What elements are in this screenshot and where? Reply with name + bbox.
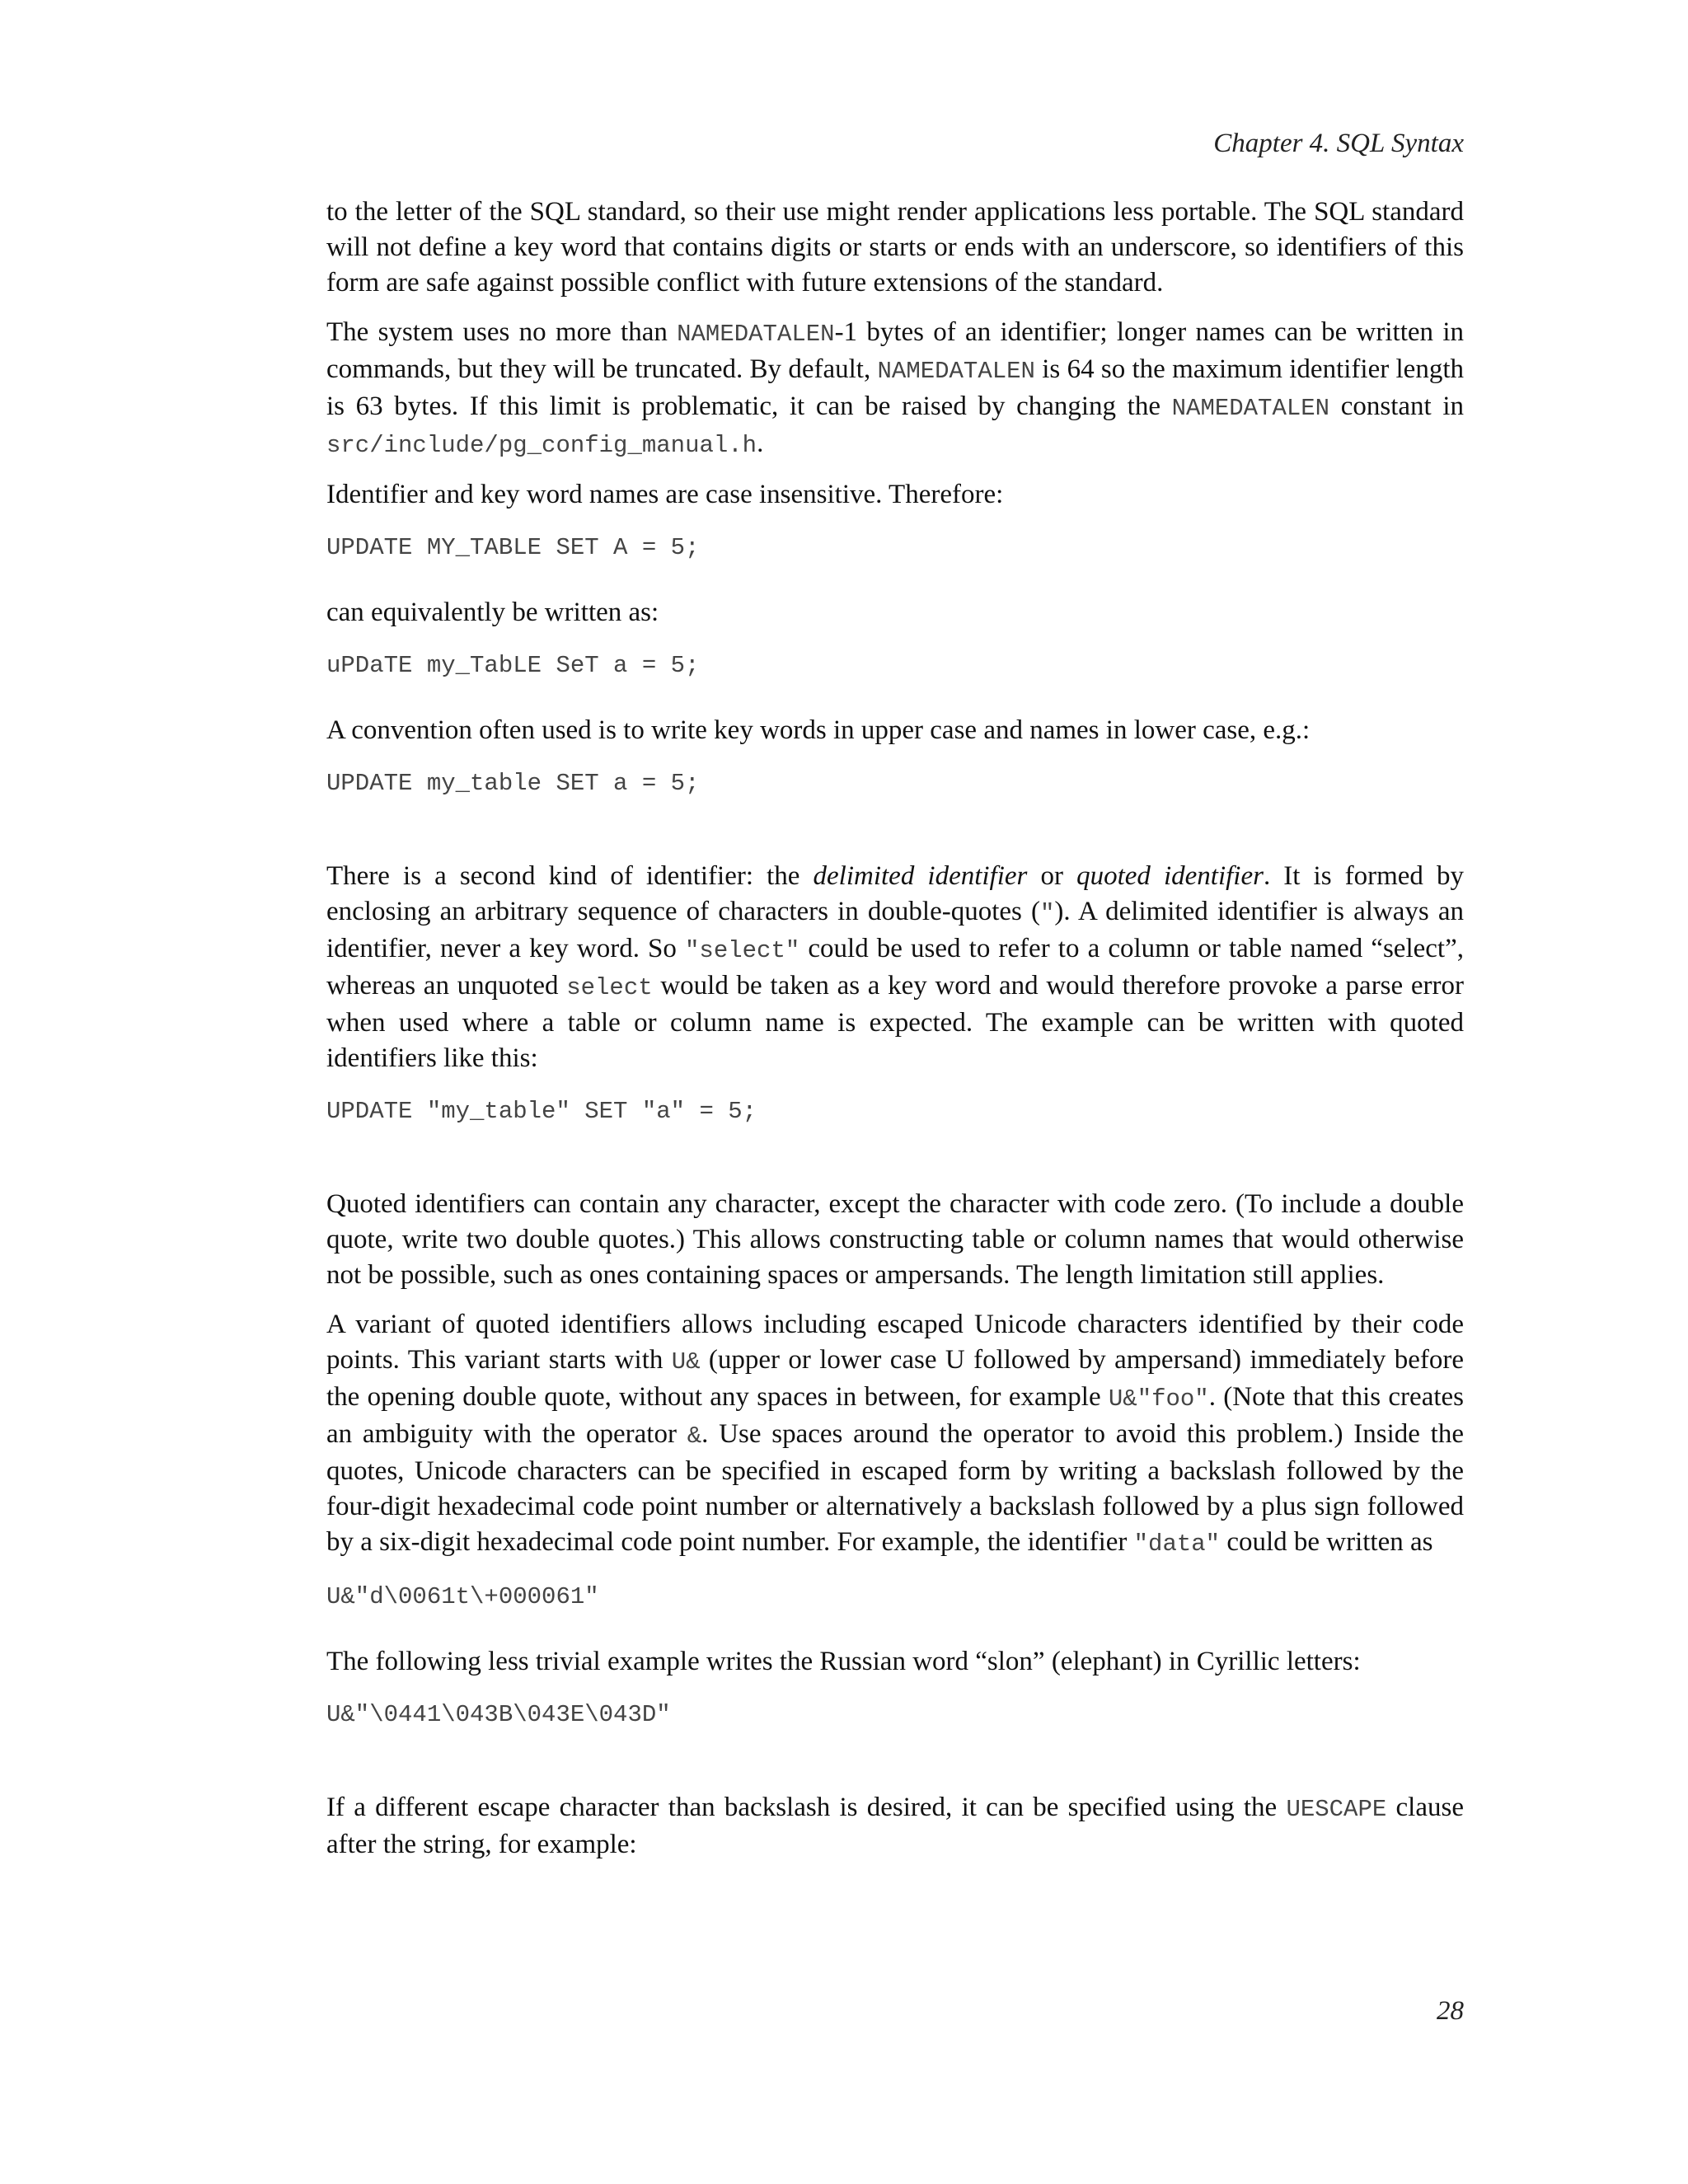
paragraph-standard-note: to the letter of the SQL standard, so their use might render applications less portable. The SQL standard will not define a key word that contains digits or starts or ends with an underscore, so identifiers of this form are safe against possible conflict with future extensions of the standard. <box>326 197 1464 298</box>
paragraph-namedatalen <box>326 315 1464 463</box>
running-header: Chapter 4. SQL Syntax <box>1213 129 1464 158</box>
inline-code-quoted-select: "select" <box>685 937 800 964</box>
paragraph-quoted-contents: Quoted identifiers can contain any character, except the character with code zero. (To include a double quote, write two double quotes.) This allows constructing table or column names that would otherwise not be possible, such as ones containing spaces or ampersands. The length limitation still applies. <box>326 1189 1464 1290</box>
inline-code-file-path: src/include/pg_config_manual.h <box>326 432 757 459</box>
text-run: . (Note that this creates an ambiguity with the operator <box>326 1382 1464 1449</box>
text-run: There is a second kind of identifier: the <box>326 861 814 891</box>
text-run: clause after the string, for example: <box>326 1793 1464 1859</box>
text-run: could be written as <box>1220 1527 1433 1557</box>
text-run: The system uses no more than <box>326 317 678 347</box>
text-run: If a different escape character than backslash is desired, it can be specified using the <box>326 1793 1287 1822</box>
paragraph-case-insensitive: Identifier and key word names are case insensitive. Therefore: <box>326 480 1004 509</box>
inline-code-select: select <box>566 974 653 1001</box>
text-run: or <box>1027 861 1077 891</box>
text-run: would be taken as a key word and would therefore provoke a parse error when used where a table or column name is expected. The example can be written with quoted identifiers like this: <box>326 971 1464 1073</box>
term-delimited-identifier: delimited identifier <box>813 861 1028 891</box>
code-block-update-upper: UPDATE MY_TABLE SET A = 5; <box>326 534 700 561</box>
inline-code-namedatalen: NAMEDATALEN <box>677 321 835 348</box>
code-block-unicode-data: U&"d\0061t\+000061" <box>326 1583 599 1610</box>
term-quoted-identifier: quoted identifier <box>1076 861 1264 891</box>
text-run: ). A delimited identifier is always an identifier, never a key word. So <box>326 897 1464 963</box>
text-run: is 64 so the maximum identifier length is 63 bytes. If this limit is problematic, it can be raised by changing the <box>326 354 1464 421</box>
text-run: -1 bytes of an identifier; longer names can be written in commands, but they will be truncated. By default, <box>326 317 1464 384</box>
page-number: 28 <box>1437 1996 1464 2026</box>
paragraph-delimited-identifier <box>326 859 1464 1076</box>
text-run: constant in <box>1329 391 1464 421</box>
paragraph-unicode-escapes <box>326 1307 1464 1562</box>
inline-code-uescape: UESCAPE <box>1286 1796 1387 1823</box>
code-block-update-quoted: UPDATE "my_table" SET "a" = 5; <box>326 1098 757 1125</box>
code-block-update-convention: UPDATE my_table SET a = 5; <box>326 770 700 797</box>
page-body <box>326 194 1464 1877</box>
code-block-update-mixed: uPDaTE my_TabLE SeT a = 5; <box>326 652 700 679</box>
inline-code-ampersand: & <box>687 1422 702 1450</box>
inline-code-double-quote: " <box>1040 900 1055 927</box>
inline-code-data: "data" <box>1133 1530 1221 1558</box>
inline-code-u-ampersand: U& <box>671 1348 701 1376</box>
text-run: (upper or lower case U followed by ampersand) immediately before the opening double quote, without any spaces in between, for example <box>326 1345 1464 1412</box>
text-run: A variant of quoted identifiers allows including escaped Unicode characters identified by their code points. This variant starts with <box>326 1310 1464 1375</box>
code-block-unicode-slon: U&"\0441\043B\043E\043D" <box>326 1701 671 1728</box>
paragraph-convention: A convention often used is to write key words in upper case and names in lower case, e.g.: <box>326 715 1311 745</box>
text-run: . <box>757 429 764 458</box>
inline-code-namedatalen: NAMEDATALEN <box>877 358 1035 385</box>
paragraph-uescape <box>326 1790 1464 1863</box>
inline-code-u-foo: U&"foo" <box>1108 1385 1209 1413</box>
paragraph-russian-example: The following less trivial example writes the Russian word “slon” (elephant) in Cyrillic letters: <box>326 1647 1361 1676</box>
inline-code-namedatalen: NAMEDATALEN <box>1171 395 1330 422</box>
text-run: could be used to refer to a column or table named “select”, whereas an unquoted <box>326 934 1464 1001</box>
paragraph-equivalent: can equivalently be written as: <box>326 598 659 627</box>
text-run: . Use spaces around the operator to avoid this problem.) Inside the quotes, Unicode characters can be specified in escaped form by writing a backslash followed by the four-digit hexadecimal code point number or alternatively a backslash followed by a plus sign followed by a six-digit hexadecimal code point number. For example, the identifier <box>326 1419 1464 1557</box>
text-run: . It is formed by enclosing an arbitrary sequence of characters in double-quotes ( <box>326 861 1465 926</box>
